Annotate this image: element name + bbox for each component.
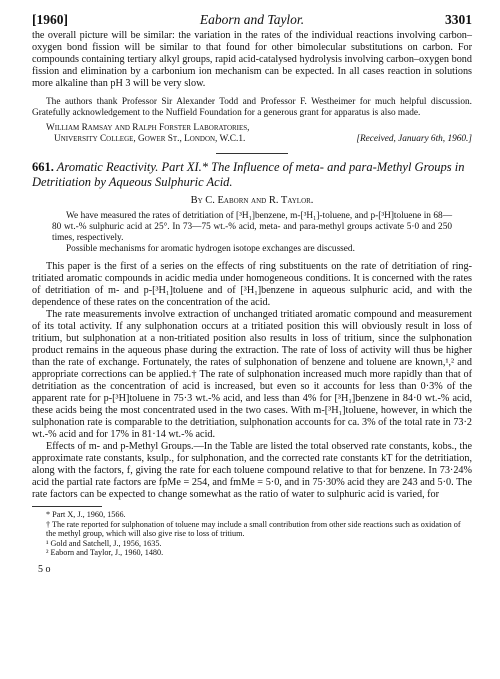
body-paragraph-1: This paper is the first of a series on the effects of ring substituents on the rate of detritiation of ring-tritiated aromatic compounds in acidic media under homogeneous conditions. It is concerned with the rates of detritiation of m- and p-[³H₁]toluene and of [³H₁]benzene in aqueous sulphuric acid, and with the dependence of these rates on the concentration of the acid. — [32, 261, 472, 308]
signature-mark: 5 o — [38, 563, 51, 575]
header-authors: Eaborn and Taylor. — [199, 12, 305, 27]
footnote: * Part X, J., 1960, 1566. — [46, 510, 126, 519]
article-number: 661. — [32, 160, 54, 174]
header-page-number: 3301 — [445, 12, 472, 27]
carryover-paragraph: the overall picture will be similar: the variation in the rates of the individual reactions involving carbon–oxygen bond fission will be similar to that found for other bimolecular substitutions on carbon. For compounds containing tertiary alkyl groups, rapid acid-catalysed hydrolysis involving carbon–oxygen bond fission and elimination by a carbonium ion mechanism can be expected. In all cases reaction in solutions more alkaline than pH 3 will be very slow. — [32, 30, 472, 89]
running-header — [32, 12, 472, 30]
article-title-block — [32, 160, 472, 190]
acknowledgement: The authors thank Professor Sir Alexander Todd and Professor F. Westheimer for much helpful discussion. Gratefully acknowledgement to the Nuffield Foundation for a generous grant for apparatus is also made. — [32, 97, 472, 118]
footnote: † The rate reported for sulphonation of toluene may include a small contribution from other side reactions such as oxidation of the methyl group, which will also give rise to loss of tritium. — [46, 519, 461, 539]
abstract-paragraph-2: Possible mechanisms for aromatic hydrogen isotope exchanges are discussed. — [66, 244, 355, 254]
laboratory-line-2: University College, Gower St., London, W.C.1. — [54, 134, 246, 144]
article-byline: By C. Eaborn and R. Taylor. — [190, 195, 314, 206]
article-title: Aromatic Reactivity. Part XI.* The Influence of meta- and para-Methyl Groups in Detritiation by Aqueous Sulphuric Acid. — [32, 160, 465, 189]
laboratory-address — [32, 123, 472, 145]
footnote: ¹ Gold and Satchell, J., 1956, 1635. — [46, 538, 162, 548]
body-paragraph-2: The rate measurements involve extraction of unchanged tritiated aromatic compound and measurement of its total activity. If any sulphonation occurs at a tritiated position this will obviously result in loss of tritium, but sulphonation at a non-tritiated position also results in loss of tritium, since the sulphonation product remains in the aqueous phase during the extraction. The rate of loss of activity will thus be higher than the rate of exchange. Fortunately, the rates of sulphonation of benzene and toluene are known,¹,² and appropriate corrections can be applied.† The rate of sulphonation increased much more rapidly than that of detritiation as the concentration of acid is increased, but even so it accounts for less than 0·3% of the apparent rate for p-[³H]toluene in 75·3 wt.-% acid, and less than 4% for [³H₁]benzene in 84·0 wt.-% acid, these acids being the most concentrated used in the two cases. With m-[³H₁]toluene, however, in which the sulphonation rate is comparable to the detritiation, sulphonation accounts for ca. 3% of the total rate in 73·2 wt.-% acid and for 17% in 81·14 wt.-% acid. — [32, 309, 472, 440]
journal-page — [32, 12, 472, 575]
footnote-divider — [32, 506, 102, 507]
footnote: ² Eaborn and Taylor, J., 1960, 1480. — [46, 548, 164, 558]
body-paragraph-3: Effects of m- and p-Methyl Groups.—In the Table are listed the total observed rate constants, kobs., the approximate rate constants, ksulp., for sulphonation, and the corrected rate constants kT for the detritiation, along with the factors, f, giving the rate for each toluene compound relative to that for benzene. In 73·24% acid the partial rate factors are fpMe = 254, and fmMe = 5·0, and in 75·30% acid they are 243 and 5·0. The rate factors can be expected to change somewhat as the ratio of water to sulphuric acid is varied, for — [32, 441, 472, 500]
section-divider — [216, 153, 288, 154]
laboratory-line-1: William Ramsay and Ralph Forster Laboratories, — [46, 123, 250, 133]
received-date: [Received, January 6th, 1960.] — [356, 134, 472, 144]
header-year: [1960] — [32, 12, 68, 27]
abstract-paragraph-1: We have measured the rates of detritiation of [³H₁]benzene, m-[³H₁]-toluene, and p-[³H]toluene in 68—80 wt.-% sulphuric acid at 25°. In 73—75 wt.-% acid, meta- and para-methyl groups activate 5·0 and 250 times, respectively. — [52, 211, 452, 243]
